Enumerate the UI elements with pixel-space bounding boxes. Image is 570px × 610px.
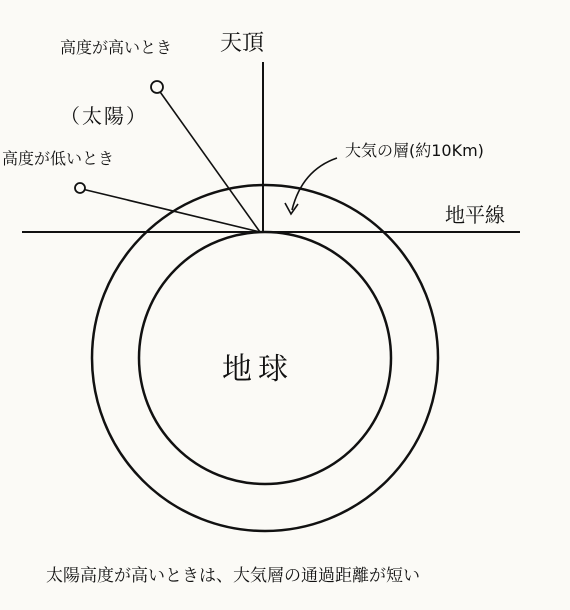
atmosphere-pointer-arrowhead xyxy=(285,203,298,214)
earth-label: 地球 xyxy=(222,352,294,387)
atmosphere-pointer-arrow xyxy=(292,158,337,210)
low-sun-marker xyxy=(75,183,85,193)
high-sun-marker xyxy=(151,81,163,93)
atmosphere-label: 大気の層(約10Km) xyxy=(345,141,484,160)
caption: 太陽高度が高いときは、大気層の通過距離が短い xyxy=(46,566,420,586)
horizon-label: 地平線 xyxy=(445,203,505,227)
zenith-label: 天頂 xyxy=(220,31,265,56)
sun-label: （太陽） xyxy=(60,104,148,128)
high-sun-label: 高度が高いとき xyxy=(60,38,173,57)
low-sun-label: 高度が低いとき xyxy=(2,149,115,168)
